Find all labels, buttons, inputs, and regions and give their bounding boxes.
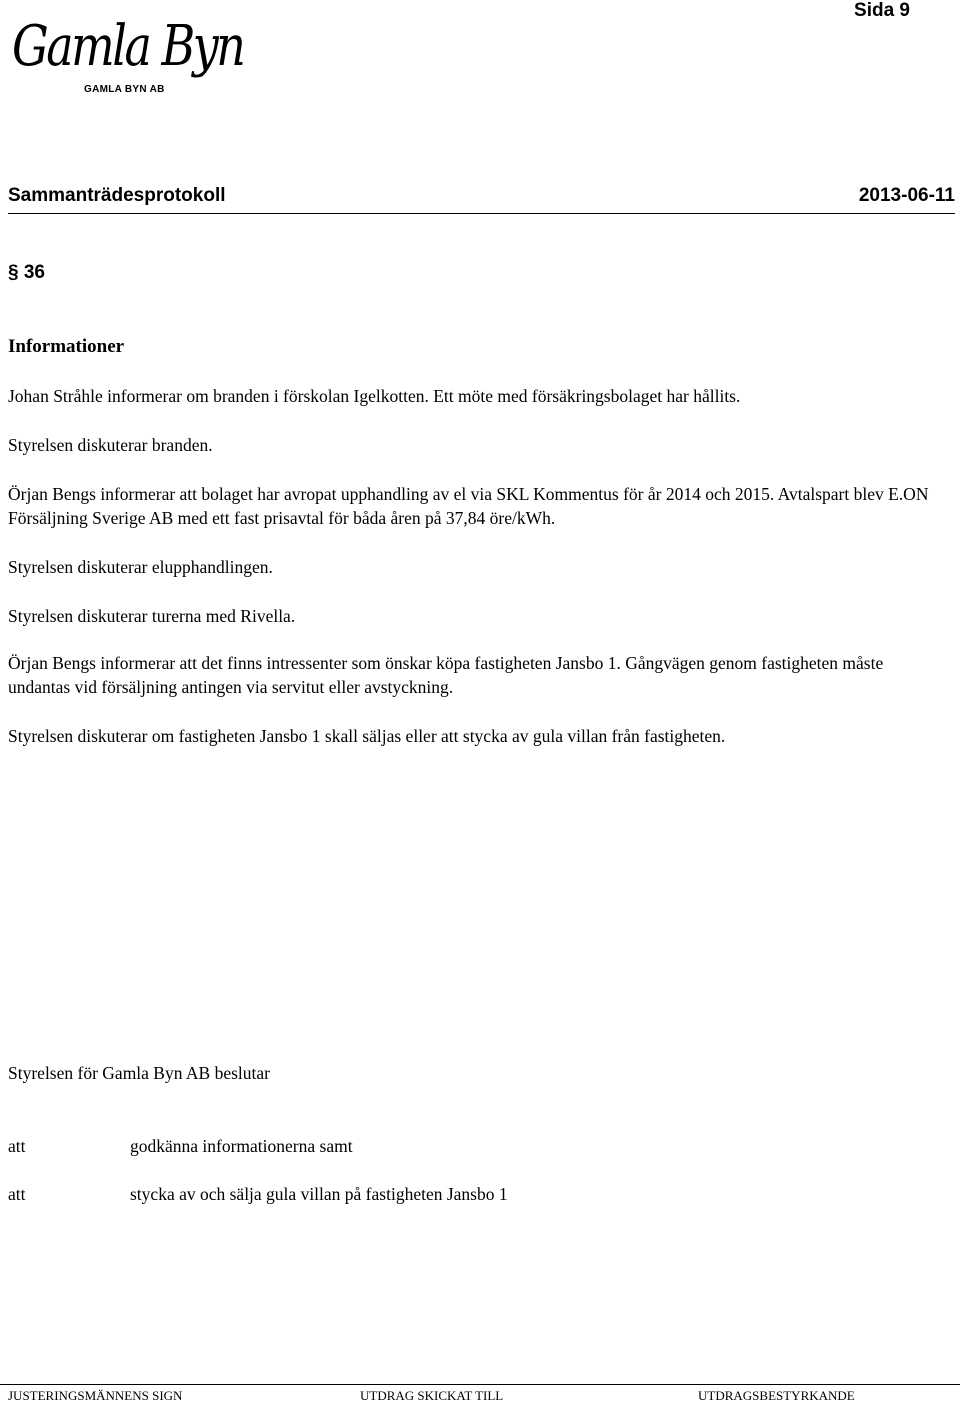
decision-text: stycka av och sälja gula villan på fastigheten Jansbo 1 <box>130 1184 508 1204</box>
paragraph: Johan Stråhle informerar om branden i förskolan Igelkotten. Ett möte med försäkringsbolaget har hållits. <box>8 386 741 406</box>
footer-signature-label: JUSTERINGSMÄNNENS SIGN <box>8 1388 183 1403</box>
footer-certification-label: UTDRAGSBESTYRKANDE <box>698 1388 855 1403</box>
decision-keyword: att <box>8 1136 26 1156</box>
decision-text: godkänna informationerna samt <box>130 1136 353 1156</box>
page-footer <box>0 1384 960 1406</box>
document-header <box>8 185 955 214</box>
document-date: 2013-06-11 <box>858 185 955 206</box>
paragraph: Styrelsen diskuterar branden. <box>8 435 213 455</box>
paragraph: Styrelsen diskuterar om fastigheten Jansbo 1 skall säljas eller att stycka av gula villan från fastigheten. <box>8 726 726 746</box>
paragraph: Styrelsen diskuterar elupphandlingen. <box>8 557 273 577</box>
decision-intro: Styrelsen för Gamla Byn AB beslutar <box>8 1063 270 1083</box>
paragraph: Örjan Bengs informerar att det finns intressenter som önskar köpa fastigheten Jansbo 1. Gångvägen genom fastigheten måste undantas vid försäljning antingen via servitut eller avstyckning. <box>8 653 884 697</box>
logo-company-name: GAMLA BYN AB <box>84 84 165 95</box>
document-title: Sammanträdesprotokoll <box>8 185 226 206</box>
company-logo <box>8 14 244 100</box>
section-number: § 36 <box>8 262 45 283</box>
logo-script-text: Gamla Byn <box>12 14 244 79</box>
page-number: Sida 9 <box>854 0 910 21</box>
section-heading: Informationer <box>8 336 125 357</box>
paragraph: Styrelsen diskuterar turerna med Rivella. <box>8 606 296 626</box>
decision-keyword: att <box>8 1184 26 1204</box>
footer-sent-to-label: UTDRAG SKICKAT TILL <box>360 1388 504 1403</box>
paragraph: Örjan Bengs informerar att bolaget har avropat upphandling av el via SKL Kommentus för år 2014 och 2015. Avtalspart blev E.ON Försäljning Sverige AB med ett fast prisavtal för båda åren på 37,84 öre/kWh. <box>8 484 929 528</box>
